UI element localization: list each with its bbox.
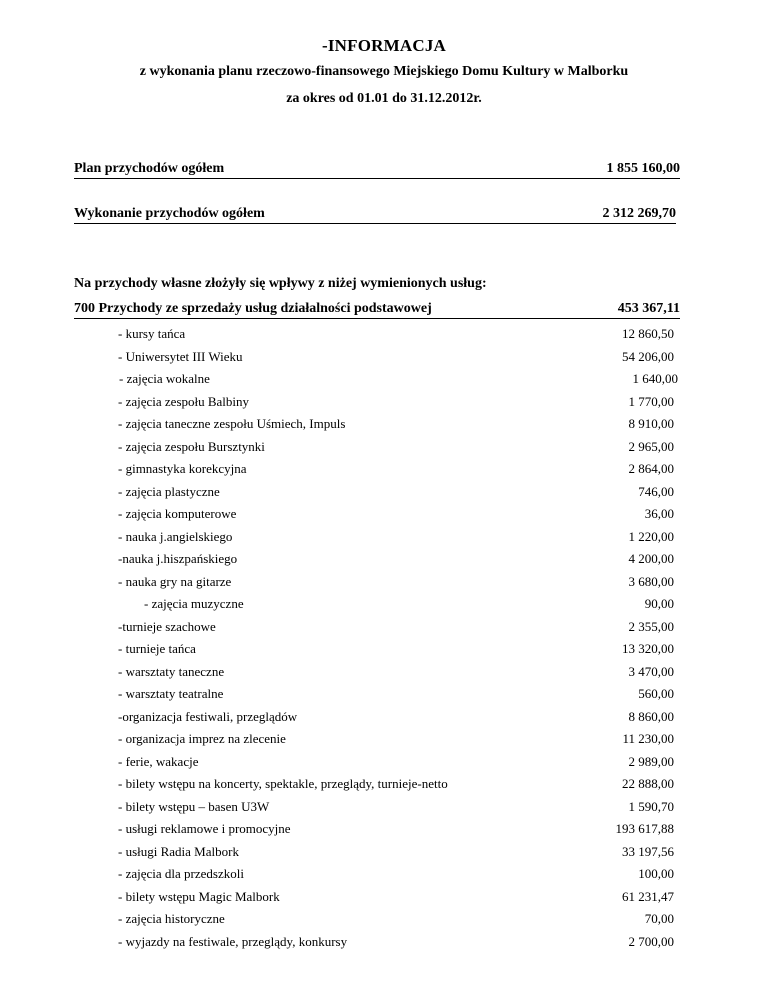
item-label: -nauka j.hiszpańskiego bbox=[118, 551, 238, 566]
item-value: 4 200,00 bbox=[628, 551, 674, 566]
list-item bbox=[0, 818, 768, 841]
list-item bbox=[0, 751, 768, 774]
document-title: -INFORMACJA bbox=[321, 36, 446, 55]
item-label: - gimnastyka korekcyjna bbox=[118, 461, 247, 476]
item-label: - bilety wstępu Magic Malbork bbox=[118, 888, 280, 904]
item-value: 8 860,00 bbox=[628, 708, 674, 724]
category-value: 453 367,11 bbox=[617, 301, 680, 316]
item-label: - turnieje tańca bbox=[118, 641, 196, 656]
item-value: 193 617,88 bbox=[615, 821, 674, 836]
list-item bbox=[0, 931, 768, 954]
item-label: - zajęcia zespołu Balbiny bbox=[118, 393, 250, 409]
list-item bbox=[0, 391, 768, 414]
item-value: 2 864,00 bbox=[628, 461, 674, 476]
list-item bbox=[0, 886, 768, 909]
category-label: 700 Przychody ze sprzedaży usług działalności podstawowej bbox=[74, 301, 432, 316]
executed-revenue-row bbox=[74, 205, 676, 224]
list-item bbox=[0, 863, 768, 886]
item-value: 1 770,00 bbox=[628, 393, 674, 409]
item-label: - zajęcia plastyczne bbox=[118, 483, 220, 499]
item-label: - Uniwersytet III Wieku bbox=[118, 348, 243, 364]
document-subtitle: z wykonania planu rzeczowo-finansowego Miejskiego Domu Kultury w Malborku bbox=[139, 64, 629, 79]
item-value: 1 640,00 bbox=[632, 371, 678, 386]
plan-revenue-label: Plan przychodów ogółem bbox=[74, 161, 225, 176]
list-item bbox=[0, 908, 768, 931]
list-item bbox=[0, 548, 768, 571]
item-value: 8 910,00 bbox=[628, 416, 674, 431]
item-value: 3 470,00 bbox=[628, 663, 674, 679]
item-value: 90,00 bbox=[644, 596, 674, 611]
item-label: - kursy tańca bbox=[118, 326, 186, 341]
list-item bbox=[0, 773, 768, 796]
executed-revenue-label: Wykonanie przychodów ogółem bbox=[74, 206, 265, 221]
list-item bbox=[0, 481, 768, 504]
plan-revenue-row bbox=[74, 160, 680, 179]
item-value: 13 320,00 bbox=[622, 641, 674, 656]
item-label: - bilety wstępu – basen U3W bbox=[118, 798, 270, 814]
item-label: - zajęcia taneczne zespołu Uśmiech, Impuls bbox=[118, 416, 346, 431]
item-value: 3 680,00 bbox=[628, 573, 674, 589]
item-label: - usługi reklamowe i promocyjne bbox=[118, 821, 291, 836]
item-label: - zajęcia historyczne bbox=[118, 911, 225, 926]
item-value: 2 965,00 bbox=[628, 438, 674, 454]
item-label: - zajęcia komputerowe bbox=[118, 506, 237, 521]
item-value: 54 206,00 bbox=[622, 348, 674, 364]
list-item bbox=[0, 458, 768, 481]
list-item bbox=[0, 841, 768, 864]
list-item bbox=[0, 616, 768, 639]
item-value: 560,00 bbox=[638, 686, 674, 701]
service-list bbox=[0, 323, 768, 953]
list-item bbox=[0, 436, 768, 459]
executed-revenue-value: 2 312 269,70 bbox=[602, 206, 676, 221]
list-item bbox=[0, 413, 768, 436]
item-label: - zajęcia zespołu Bursztynki bbox=[118, 438, 265, 454]
item-label: -turnieje szachowe bbox=[118, 618, 216, 634]
list-item bbox=[0, 593, 768, 616]
item-value: 2 355,00 bbox=[628, 618, 674, 634]
item-label: - zajęcia muzyczne bbox=[144, 596, 244, 611]
list-item bbox=[0, 683, 768, 706]
list-item bbox=[0, 323, 768, 346]
item-value: 11 230,00 bbox=[622, 731, 674, 746]
category-row bbox=[74, 300, 680, 319]
item-value: 746,00 bbox=[638, 483, 674, 499]
item-label: - zajęcia dla przedszkoli bbox=[118, 866, 244, 881]
list-item bbox=[0, 526, 768, 549]
list-item bbox=[0, 571, 768, 594]
item-value: 2 989,00 bbox=[628, 753, 674, 769]
item-value: 70,00 bbox=[644, 911, 674, 926]
item-value: 1 220,00 bbox=[628, 528, 674, 544]
item-value: 61 231,47 bbox=[622, 888, 674, 904]
item-label: - warsztaty taneczne bbox=[118, 663, 225, 679]
list-item bbox=[0, 796, 768, 819]
list-item bbox=[0, 368, 768, 391]
reporting-period: za okres od 01.01 do 31.12.2012r. bbox=[286, 91, 482, 106]
item-label: - organizacja imprez na zlecenie bbox=[118, 731, 286, 746]
item-value: 33 197,56 bbox=[622, 843, 674, 859]
item-label: - ferie, wakacje bbox=[118, 753, 199, 769]
item-label: - warsztaty teatralne bbox=[118, 686, 224, 701]
revenue-intro: Na przychody własne złożyły się wpływy z niżej wymienionych usług: bbox=[74, 276, 487, 291]
item-label: - usługi Radia Malbork bbox=[118, 843, 239, 859]
item-label: - bilety wstępu na koncerty, spektakle, przeglądy, turnieje-netto bbox=[118, 776, 448, 791]
item-label: - nauka gry na gitarze bbox=[118, 573, 232, 589]
plan-revenue-value: 1 855 160,00 bbox=[606, 161, 680, 176]
list-item bbox=[0, 661, 768, 684]
item-value: 2 700,00 bbox=[628, 933, 674, 949]
list-item bbox=[0, 346, 768, 369]
item-value: 12 860,50 bbox=[622, 326, 674, 341]
item-label: - nauka j.angielskiego bbox=[118, 528, 233, 544]
list-item bbox=[0, 706, 768, 729]
list-item bbox=[0, 728, 768, 751]
item-value: 36,00 bbox=[644, 506, 674, 521]
item-value: 22 888,00 bbox=[622, 776, 674, 791]
item-value: 1 590,70 bbox=[628, 798, 674, 814]
item-label: -organizacja festiwali, przeglądów bbox=[118, 708, 298, 724]
item-label: - zajęcia wokalne bbox=[119, 371, 210, 386]
item-value: 100,00 bbox=[638, 866, 674, 881]
list-item bbox=[0, 503, 768, 526]
list-item bbox=[0, 638, 768, 661]
item-label: - wyjazdy na festiwale, przeglądy, konkursy bbox=[118, 933, 348, 949]
